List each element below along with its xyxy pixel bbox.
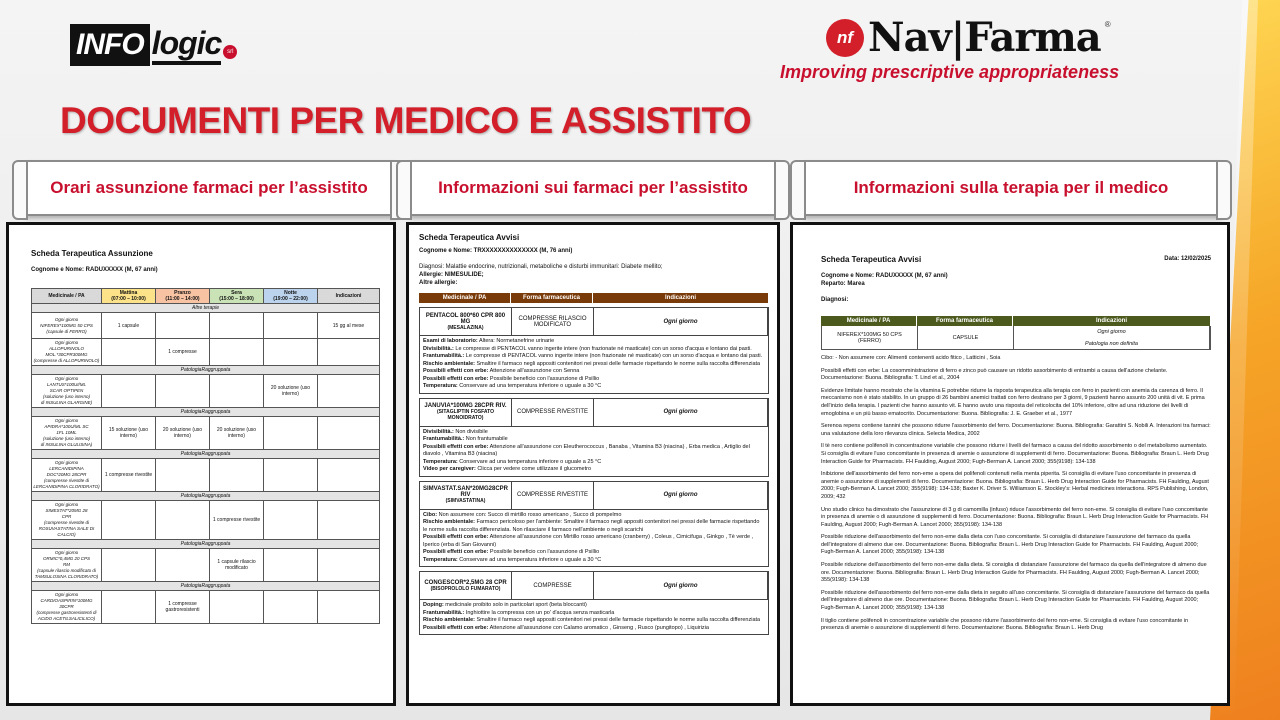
doc2-drug-box	[419, 398, 769, 477]
doc2-drug-body	[420, 600, 768, 634]
doc1-dose-cell	[264, 591, 318, 624]
doc2-line-val: Le compresse di PENTACOL vanno ingerite intere (non frazionate né masticate) con un sorso d'acqua e lontano dai pasti.	[453, 345, 752, 352]
doc2-drug-sub: (SITAGLIPTIN FOSFATO MONOIDRATO)	[437, 409, 494, 421]
doc1-drug-cell: Ogni giorno LANTUS*100UI/ML SCAR OPTIPEN (soluzione (uso interno) di INSULINA GLARGINE)	[32, 375, 102, 408]
doc2-drug-body	[420, 336, 768, 393]
doc2-drug-ind: Ogni giorno	[594, 399, 768, 426]
doc1-section-label: Altre terapie	[32, 304, 380, 313]
doc3-table-header	[821, 316, 1211, 326]
doc2-drug-head	[420, 572, 768, 600]
doc2-line-val: Possibile beneficio con l'assunzione di Psillio	[488, 375, 600, 382]
doc1-drug-cell: Ogni giorno SIMESTAT*20MG 28 CPR (compresse rivestite di ROSUVASTATINA SALE DI CALCIO)	[32, 501, 102, 540]
doc2-line-key: Esami di laboratorio:	[423, 338, 478, 344]
doc2-drug-name	[420, 482, 512, 509]
table-row	[32, 417, 380, 450]
navfarma-logo	[826, 14, 1111, 61]
doc2-drug-name-text: JANUVIA*100MG 28CPR RIV.	[424, 403, 507, 409]
doc3-paragraph: Possibile riduzione dell'assorbimento del ferro non-eme dalla dieta. Si consiglia di distanziare l'assunzione del farmaco da quella dell'integratore di almeno due ore. Documentazione: Buona. Bibliografia: Braun L. Herb Drug Interaction Guide for Pharmacists. FH Faulding, August 2000; Fugh-Berman A. Lancet 2000; 355(9198): 134-138	[821, 562, 1207, 584]
doc1-dose-cell	[102, 591, 156, 624]
doc3-paragraph: Possibile riduzione dell'assorbimento del ferro non-eme dalla dieta con l'uso concomitante. Si consiglia di distanziare l'assunzione del farmaco da quella dell'integratore di almeno due ore. Documentazione: Buona. Bibliografia: Braun L. Herb Drug Interaction Guide for Pharmacists. FH Faulding, August 2000; Fugh-Berman A. Lancet 2000; 355(9198): 134-138	[821, 534, 1199, 556]
doc2-header-indicazioni: Indicazioni	[593, 293, 769, 303]
doc1-section-row	[32, 304, 380, 313]
doc3-patient: Cognome e Nome: RADUXXXXX (M, 67 anni)	[821, 273, 948, 279]
doc1-dose-cell: 1 capsule	[102, 313, 156, 339]
doc2-line-val: Possibile beneficio con l'assunzione di Psillio	[488, 549, 600, 555]
doc2-drug-line	[423, 383, 765, 391]
doc1-note-cell	[318, 459, 380, 492]
doc1-dose-cell	[102, 339, 156, 366]
doc2-line-val: Attenzione all'assunzione con Mirtillo rosso americano (cranberry) , Coleus , Cimicifuga , Ginkgo , Tè verde , Iperico (erba di San Giovanni)	[423, 534, 754, 548]
doc1-header-pranzo: Pranzo (11:00 – 14:00)	[156, 289, 210, 304]
doc1-note-cell: 15 gg al mese	[318, 313, 380, 339]
doc2-drug-name-text: SIMVASTAT.SAN*20MG28CPR RIV	[422, 486, 509, 498]
doc1-dose-cell	[264, 313, 318, 339]
doc2-drug-line	[423, 338, 765, 346]
doc2-drug-form: COMPRESSE RIVESTITE	[512, 482, 594, 509]
doc1-table-body	[32, 304, 380, 624]
doc2-line-val: medicinale proibito solo in particolari sport (beta bloccanti)	[443, 602, 587, 608]
doc2-line-val: Non assumere con: Succo di mirtillo rosso americano , Succo di pompelmo	[437, 511, 622, 518]
table-row	[32, 459, 380, 492]
doc2-drug-line	[423, 361, 765, 369]
doc2-line-key: Rischio ambientale:	[423, 617, 475, 623]
doc2-line-val: Smaltire il farmaco negli appositi contenitori nei pressi delle farmacie rispettando le norme sulla raccolta differenziata	[474, 360, 761, 367]
doc1-header-indicazioni: Indicazioni	[318, 289, 380, 304]
doc2-drug-line	[423, 617, 765, 625]
doc2-drug-line	[423, 353, 765, 361]
doc1-drug-cell: Ogni giorno CARDIOASPIRIN*100MG 30CPR (compresse gastroresistenti di ACIDO ACETILSALICILICO)	[32, 591, 102, 624]
doc2-line-val: Le compresse di PENTACOL vanno ingerite intere (non frazionate né masticate) con un sorso d'acqua e lontano dai pasti.	[464, 353, 763, 359]
doc1-note-cell	[318, 501, 380, 540]
doc2-line-val: Conservare ad una temperatura inferiore o uguale a 25 °C	[457, 458, 602, 465]
doc2-drug-line	[423, 512, 765, 520]
banner-info-terapia-label: Informazioni sulla terapia per il medico	[853, 178, 1169, 197]
doc2-allergie: Allergie: NIMESULIDE;	[419, 272, 484, 278]
doc2-drug-box	[419, 481, 769, 568]
doc2-line-key: Possibili effetti con erbe:	[423, 443, 489, 450]
doc3-paragraph: Possibile riduzione dell'assorbimento del ferro non-eme dalla dieta in seguito all'uso concomitante. Si consiglia di distanziare l'assunzione del farmaco da quella dell'integratore di almeno due ore. Documentazione: Buona. Bibliografia: Braun L. Herb Drug Interaction Guide for Pharmacists. FH Faulding, August 2000; Fugh-Berman A. Lancet 2000; 355(9198): 134-138	[821, 589, 1210, 612]
doc2-drug-line	[423, 346, 765, 354]
doc1-section-row	[32, 582, 380, 591]
doc2-drug-line	[423, 429, 765, 437]
doc2-drug-line	[423, 459, 765, 467]
doc1-dose-cell: 1 compresse rivestite	[210, 501, 264, 540]
doc1-dose-cell	[264, 549, 318, 582]
doc1-drug-cell: Ogni giorno LERCANIDIPINA DOC*20MG 28CPR (compresse rivestite di LERCANIDIPINA CLORIDRATO)	[32, 459, 102, 492]
doc2-drug-list	[419, 307, 769, 635]
doc1-section-row	[32, 540, 380, 549]
doc1-dose-cell	[102, 375, 156, 408]
table-row	[32, 375, 380, 408]
navfarma-logo-registered: ®	[1104, 20, 1111, 29]
doc2-drug-ind: Ogni giorno	[594, 308, 768, 335]
doc2-drug-head	[420, 308, 768, 336]
doc3-reparto: Reparto: Marea	[821, 281, 865, 287]
doc2-line-val: Inghiottire la compressa con un po' d'acqua senza masticarla	[464, 609, 615, 616]
doc3-paragraph: Inibizione dell'assorbimento del ferro non-eme a opera dei polifenoli contenuti nella menta piperita. Si consiglia di evitare l'uso concomitante in presenza di anemie o assunzione di supplementi di ferro. Documentazione: Buona. Bibliografia: Braun L. Herb Drug Interaction Guide for Pharmacists. FH Faulding, August 2000; Fugh-Berman A. Lancet 2000; 355(9198): 134-138; Baxter K. Driver S. Williamson E. Stockley's: Herbal medicines interactions. RPS Publishing, London, 2009; 432	[821, 471, 1209, 500]
banner-orari-label: Orari assunzione farmaci per l’assistito	[50, 178, 368, 197]
doc1-dose-cell: 20 soluzione (uso interno)	[210, 417, 264, 450]
doc2-line-val: Non divisibile	[453, 428, 488, 435]
doc1-header-mattina: Mattina (07:00 – 10:00)	[102, 289, 156, 304]
doc2-drug-line	[423, 466, 765, 474]
doc1-dose-cell	[102, 501, 156, 540]
doc3-paragraph: Il tiglio contiene polifenoli in concentrazione variabile che possono ridurre l'assorbimento del ferro non-eme. Si consiglia di evitare l'uso concomitante in presenza di anemie o assunzione di supplementi di ferro. Documentazione: Buona. Bibliografia: Braun L. Herb Drug	[821, 617, 1189, 632]
doc1-note-cell	[318, 375, 380, 408]
doc2-drug-box	[419, 307, 769, 394]
doc1-drug-cell: Ogni giorno ALLOPURINOLO MOL.*30CPR300MG (compresse di ALLOPURINOLO)	[32, 339, 102, 366]
doc3-header-indicazioni: Indicazioni	[1013, 316, 1211, 326]
doc2-drug-line	[423, 602, 765, 610]
table-row	[32, 339, 380, 366]
doc1-dose-cell	[156, 549, 210, 582]
doc1-section-row	[32, 492, 380, 501]
banner-info-farmaci	[408, 160, 778, 216]
infologic-logo-badge: srl	[223, 45, 237, 59]
table-row	[32, 313, 380, 339]
doc1-title: Scheda Terapeutica Assunzione	[31, 249, 153, 258]
doc2-line-key: Possibili effetti con erbe:	[423, 368, 489, 374]
doc1-dose-cell	[156, 459, 210, 492]
doc2-line-val: Conservare ad una temperatura inferiore o uguale a 30 °C	[457, 556, 602, 563]
doc2-line-val: Altera: Normetanefrine urinarie	[477, 338, 555, 344]
doc2-drug-body	[420, 510, 768, 567]
doc3-row-ind: Ogni giorno Patologia non definita	[1014, 326, 1210, 349]
doc2-drug-box	[419, 571, 769, 635]
doc1-dose-cell: 20 soluzione (uso interno)	[264, 375, 318, 408]
doc3-paragraph: Cibo: - Non assumere con: Alimenti contenenti acido fitico , Latticini , Soia	[821, 355, 1001, 361]
doc2-line-key: Temperatura:	[423, 383, 458, 389]
doc3-paragraph: Serenoa repens contiene tannini che possono ridurre l'assorbimento del ferro. Documentazione: Buona. Bibliografia: Garattini S. Nobili A. Interazioni tra farmaci: una valutazione della loro rilevanza clinica. Selecta Medica, 2002	[821, 423, 1211, 437]
doc1-dose-cell	[264, 417, 318, 450]
doc1-drug-cell: Ogni giorno APIDRA*100U/ML SC 1FL 10ML (soluzione (uso interno) di INSULINA GLULISINA)	[32, 417, 102, 450]
banner-info-terapia	[802, 160, 1220, 216]
doc3-table-row	[821, 326, 1211, 350]
doc1-dose-cell: 1 compresse rivestite	[102, 459, 156, 492]
doc2-line-key: Cibo:	[423, 511, 438, 518]
doc1-section-label: PatologiaRaggruppata	[32, 408, 380, 417]
doc2-drug-body	[420, 427, 768, 476]
doc1-dose-cell	[156, 501, 210, 540]
doc1-dose-cell: 1 capsule rilascio modificato	[210, 549, 264, 582]
doc2-line-key: Rischio ambientale:	[423, 519, 475, 525]
doc2-line-key: Possibili effetti con erbe:	[423, 549, 489, 555]
doc2-header-forma: Forma farmaceutica	[511, 293, 593, 303]
doc1-dose-cell: 1 compresse gastroresistenti	[156, 591, 210, 624]
doc2-line-key: Video per caregiver:	[423, 466, 476, 472]
doc1-patient: Cognome e Nome: RADUXXXXX (M, 67 anni)	[31, 267, 158, 273]
doc1-dose-cell: 1 compresse	[156, 339, 210, 366]
doc2-title: Scheda Terapeutica Avvisi	[419, 233, 520, 242]
doc2-line-key: Rischio ambientale:	[423, 360, 475, 367]
doc3-paragraph: Evidenze limitate hanno mostrato che la vitamina E potrebbe ridurre la risposta terapeutica alla terapia con ferro in pazienti con anemia da carenza di ferro. Il meccanismo non è stato stabilito. In un gruppo di 26 bambini anemici trattati con ferro destrano per 3 giorni, 9 pazienti hanno assunto 200 unità di vit. E prima dell'inizio della terapia. I pazienti che hanno assunto vit. E hanno avuto una risposta del reticolocita del 10% inferiore, oltre ad una riduzione dei livelli di emoglobina e un più basso ematocrito. Documentazione: Buona. Bibliografia: J. E. Graeber et al., 1977	[821, 387, 1205, 417]
doc3-header-forma: Forma farmaceutica	[917, 316, 1013, 326]
doc2-drug-sub: (SIMVASTATINA)	[445, 498, 486, 504]
document-scheda-avvisi-medico	[790, 222, 1230, 706]
doc2-line-key: Frantumabilità.:	[423, 436, 465, 442]
navfarma-logo-icon: nf	[826, 19, 864, 57]
doc2-line-val: Attenzione all'assunzione con Senna	[488, 368, 580, 374]
page-title: DOCUMENTI PER MEDICO E ASSISTITO	[60, 100, 752, 141]
document-scheda-avvisi-assistito	[406, 222, 780, 706]
doc1-section-label: PatologiaRaggruppata	[32, 540, 380, 549]
doc2-drug-sub: (BISOPROLOLO FUMARATO)	[430, 585, 501, 592]
doc1-dose-cell	[264, 459, 318, 492]
doc1-header-medicinale: Medicinale / PA	[32, 289, 102, 304]
doc2-line-key: Divisibilità.:	[423, 345, 454, 352]
doc1-section-label: PatologiaRaggruppata	[32, 366, 380, 375]
doc3-title: Scheda Terapeutica Avvisi	[821, 255, 922, 264]
doc2-line-val: Conservare ad una temperatura inferiore o uguale a 30 °C	[457, 383, 602, 389]
doc2-line-key: Temperatura:	[423, 556, 458, 563]
infologic-logo-info: INFO	[70, 24, 150, 66]
table-row	[32, 549, 380, 582]
doc2-drug-name	[420, 308, 512, 335]
doc2-line-key: Divisibilità.:	[423, 428, 454, 435]
infologic-logo-logic: logic	[152, 25, 222, 65]
doc3-row-form: CAPSULE	[918, 326, 1014, 349]
doc2-line-key: Frantumabilità.:	[423, 609, 465, 616]
doc2-drug-name	[420, 572, 512, 599]
doc2-drug-name-text: CONGESCOR*2,5MG 28 CPR	[424, 579, 507, 586]
navfarma-logo-text: Nav|Farma	[868, 14, 1101, 61]
doc3-diagnosi: Diagnosi:	[821, 297, 849, 303]
document-scheda-assunzione	[6, 222, 396, 706]
doc2-line-key: Possibili effetti con erbe:	[423, 534, 489, 540]
doc1-dose-cell	[264, 501, 318, 540]
doc2-patient: Cognome e Nome: TRXXXXXXXXXXXXXX (M, 76 anni)	[419, 248, 573, 254]
doc1-dose-cell: 20 soluzione (uso interno)	[156, 417, 210, 450]
doc1-dose-cell: 15 soluzione (uso interno)	[102, 417, 156, 450]
doc1-dose-cell	[102, 549, 156, 582]
doc2-drug-line	[423, 519, 765, 534]
doc2-drug-line	[423, 444, 765, 459]
doc3-paragraph: Il tè nero contiene polifenoli in concentrazione variabile che possono ridurre i livelli del farmaco a causa del ridotto assorbimento o del metabolismo aumentato. Si consiglia di evitare l'uso concomitante in presenza di anemie o assunzione di supplementi di ferro. Documentazione: Buona. Bibliografia: Braun L. Herb Drug Interaction Guide for Pharmacists. FH Faulding, August 2000; Fugh-Berman A. Lancet 2000; 355(9198): 134-138	[821, 443, 1209, 465]
doc1-section-row	[32, 408, 380, 417]
doc2-line-key: Temperatura:	[423, 458, 458, 465]
infologic-logo	[70, 22, 238, 68]
table-row	[32, 501, 380, 540]
doc2-drug-line	[423, 557, 765, 565]
doc1-section-label: PatologiaRaggruppata	[32, 582, 380, 591]
banner-info-farmaci-label: Informazioni sui farmaci per l’assistito	[438, 178, 748, 197]
tagline: Improving prescriptive appropriateness	[780, 62, 1120, 82]
doc2-line-key: Possibili effetti con erbe:	[423, 375, 489, 382]
doc2-drug-ind: Ogni giorno	[594, 482, 768, 509]
doc1-dose-cell	[210, 375, 264, 408]
doc1-note-cell	[318, 417, 380, 450]
doc2-drug-line	[423, 376, 765, 384]
doc1-dose-cell	[210, 313, 264, 339]
doc3-paragraph: Uno studio clinico ha dimostrato che l'assunzione di 3 g di camomilla (infuso) riduce l'assorbimento del ferro non-eme. Si consiglia di evitare l'uso concomitante in presenza di anemie o di assunzione di supplementi di ferro. Documentazione: Buona. Bibliografia: Braun L. Herb Drug Interaction Guide for Pharmacists. FH Faulding, August 2000; Fugh-Berman A. Lancet 2000; 355(9198): 134-138	[821, 506, 1209, 528]
doc3-header-medicinale: Medicinale / PA	[821, 316, 917, 326]
doc2-drug-ind: Ogni giorno	[594, 572, 768, 599]
doc2-line-val: Attenzione all'assunzione con Calamo aromatico , Ginseng , Rusco (pungitopo) , Liquirizia	[488, 624, 709, 631]
doc1-note-cell	[318, 591, 380, 624]
doc2-header-medicinale: Medicinale / PA	[419, 293, 511, 303]
doc3-row-drug: NIFEREX*100MG 50 CPS (FERRO)	[822, 326, 918, 349]
doc2-diagnosi: Diagnosi: Malattie endocrine, nutrizionali, metaboliche e disturbi immunitari: Diabete mellito;	[419, 264, 663, 270]
doc1-dose-cell	[210, 591, 264, 624]
doc1-dose-cell	[210, 339, 264, 366]
doc1-section-row	[32, 450, 380, 459]
doc2-drug-form: COMPRESSE	[512, 572, 594, 599]
doc2-drug-name	[420, 399, 512, 426]
doc2-drug-form: COMPRESSE RIVESTITE	[512, 399, 594, 426]
doc2-line-val: Attenzione all'assunzione con Eleutherococcus , Banaba , Vitamina B3 (niacina) , Erba medica , Artiglio del diavolo , Vitamina B3 (niacina)	[423, 443, 750, 457]
doc2-drug-head	[420, 399, 768, 427]
doc2-drug-line	[423, 549, 765, 557]
banner-orari	[24, 160, 394, 216]
doc1-header-sera: Sera (15:00 – 18:00)	[210, 289, 264, 304]
doc1-section-row	[32, 366, 380, 375]
doc3-paragraph: Possibili effetti con erbe: La cosomministrazione di ferro e zinco può causare un ridotto assorbimento di entrambi a causa dell'azione chelante. Documentazione: Buona. Bibliografia: T. Lind et al., 2004	[821, 367, 1168, 382]
doc1-drug-cell: Ogni giorno ORMIC*0,4MG 20 CPS RM (capsule rilascio modificato di TAMSULOSINA CLORIDRATO)	[32, 549, 102, 582]
doc2-line-val: Non frantumabile	[464, 436, 508, 442]
doc2-drug-line	[423, 534, 765, 549]
doc3-date: Data: 12/02/2025	[1164, 256, 1211, 262]
doc2-drug-name-text: PENTACOL 800*60 CPR 800 MG	[425, 312, 506, 325]
doc1-section-label: PatologiaRaggruppata	[32, 450, 380, 459]
doc2-altre-allergie: Altre allergie:	[419, 280, 458, 286]
doc2-drug-line	[423, 436, 765, 444]
doc2-drug-form: COMPRESSE RILASCIO MODIFICATO	[512, 308, 594, 335]
doc1-dose-cell	[264, 339, 318, 366]
doc1-dose-cell	[210, 459, 264, 492]
doc2-line-val: Clicca per vedere come utilizzare il glucometro	[475, 466, 592, 472]
doc1-dose-cell	[156, 313, 210, 339]
doc1-drug-cell: Ogni giorno NIFEREX*100MG 50 CPS (capsule di FERRO)	[32, 313, 102, 339]
doc2-line-key: Frantumabilità.:	[423, 353, 465, 359]
doc2-line-val: Farmaco pericoloso per l'ambiente: Smaltire il farmaco negli appositi contenitori nei pressi delle farmacie rispettando le norme sulla raccolta differenziata. Non rilasciare il farmaco nell'ambiente o negli scarichi	[423, 519, 760, 533]
doc1-note-cell	[318, 549, 380, 582]
doc3-notes	[821, 355, 1211, 633]
doc2-line-val: Smaltire il farmaco negli appositi contenitori nei pressi delle farmacie rispettando le norme sulla raccolta differenziata	[474, 617, 761, 623]
doc2-drug-line	[423, 368, 765, 376]
doc1-note-cell	[318, 339, 380, 366]
doc2-drug-line	[423, 610, 765, 618]
doc1-header-notte: Notte (19:00 – 22:00)	[264, 289, 318, 304]
doc1-section-label: PatologiaRaggruppata	[32, 492, 380, 501]
doc2-drug-sub: (MESALAZINA)	[447, 324, 484, 331]
doc2-drug-head	[420, 482, 768, 510]
doc1-dose-cell	[156, 375, 210, 408]
table-row	[32, 591, 380, 624]
doc2-line-key: Possibili effetti con erbe:	[423, 624, 489, 631]
doc2-table-header	[419, 293, 769, 303]
doc1-table	[31, 288, 380, 624]
doc2-line-key: Doping:	[423, 602, 444, 608]
doc2-drug-line	[423, 625, 765, 633]
